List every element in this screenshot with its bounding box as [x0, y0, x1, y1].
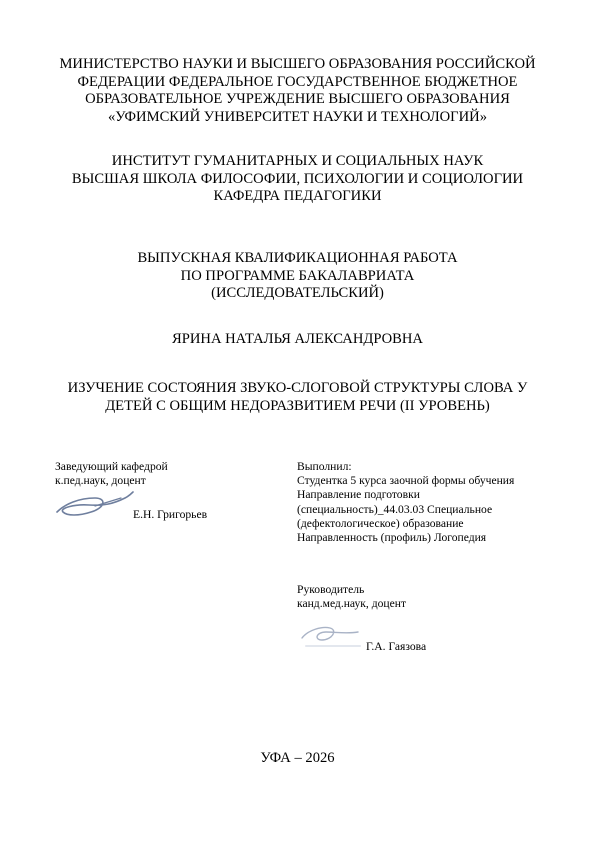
- supervisor-title: Руководитель: [297, 583, 365, 596]
- head-of-department-block: [55, 460, 168, 488]
- author-name: [0, 331, 595, 349]
- topic-line: ДЕТЕЙ С ОБЩИМ НЕДОРАЗВИТИЕМ РЕЧИ (II УРОВЕНЬ): [105, 397, 490, 414]
- head-title: Заведующий кафедрой: [55, 460, 168, 473]
- ministry-line: МИНИСТЕРСТВО НАУКИ И ВЫСШЕГО ОБРАЗОВАНИЯ РОССИЙСКОЙ: [59, 56, 536, 72]
- completed-line: Выполнил:: [297, 460, 352, 473]
- completed-line: Направление подготовки: [297, 488, 420, 502]
- institute-line: КАФЕДРА ПЕДАГОГИКИ: [213, 188, 382, 204]
- ministry-line: ФЕДЕРАЦИИ ФЕДЕРАЛЬНОЕ ГОСУДАРСТВЕННОЕ БЮДЖЕТНОЕ: [77, 73, 518, 90]
- institute-header: [0, 153, 595, 206]
- supervisor-degree: канд.мед.наук, доцент: [297, 597, 407, 611]
- completed-by-block: [297, 460, 514, 545]
- head-name: Е.Н. Григорьев: [133, 508, 208, 521]
- institute-line: ИНСТИТУТ ГУМАНИТАРНЫХ И СОЦИАЛЬНЫХ НАУК: [111, 153, 484, 169]
- work-type-line: ПО ПРОГРАММЕ БАКАЛАВРИАТА: [180, 267, 415, 284]
- supervisor-name: Г.А. Гаязова: [366, 640, 427, 653]
- completed-line: Студентка 5 курса заочной формы обучения: [297, 474, 515, 488]
- institute-line: ВЫСШАЯ ШКОЛА ФИЛОСОФИИ, ПСИХОЛОГИИ И СОЦИОЛОГИИ: [71, 170, 524, 187]
- ministry-line: ОБРАЗОВАТЕЛЬНОЕ УЧРЕЖДЕНИЕ ВЫСШЕГО ОБРАЗОВАНИЯ: [85, 91, 510, 107]
- thesis-topic: [0, 380, 595, 415]
- ministry-line: «УФИМСКИЙ УНИВЕРСИТЕТ НАУКИ И ТЕХНОЛОГИЙ»: [107, 108, 487, 125]
- supervisor-block: [297, 583, 406, 611]
- head-signature: [55, 486, 135, 522]
- work-type-line: (ИССЛЕДОВАТЕЛЬСКИЙ): [211, 285, 384, 301]
- topic-line: ИЗУЧЕНИЕ СОСТОЯНИЯ ЗВУКО-СЛОГОВОЙ СТРУКТУРЫ СЛОВА У: [67, 380, 528, 396]
- completed-line: Направленность (профиль) Логопедия: [297, 531, 487, 545]
- supervisor-signature: [296, 616, 364, 652]
- city-year: УФА – 2026: [260, 750, 335, 766]
- work-type-line: ВЫПУСКНАЯ КВАЛИФИКАЦИОННАЯ РАБОТА: [137, 250, 458, 266]
- completed-line: (дефектологическое) образование: [297, 516, 464, 530]
- completed-line: (специальность)_44.03.03 Специальное: [297, 502, 493, 516]
- head-degree: к.пед.наук, доцент: [55, 474, 146, 488]
- ministry-header: [0, 56, 595, 126]
- work-type: [0, 250, 595, 303]
- author-name-text: ЯРИНА НАТАЛЬЯ АЛЕКСАНДРОВНА: [172, 331, 423, 347]
